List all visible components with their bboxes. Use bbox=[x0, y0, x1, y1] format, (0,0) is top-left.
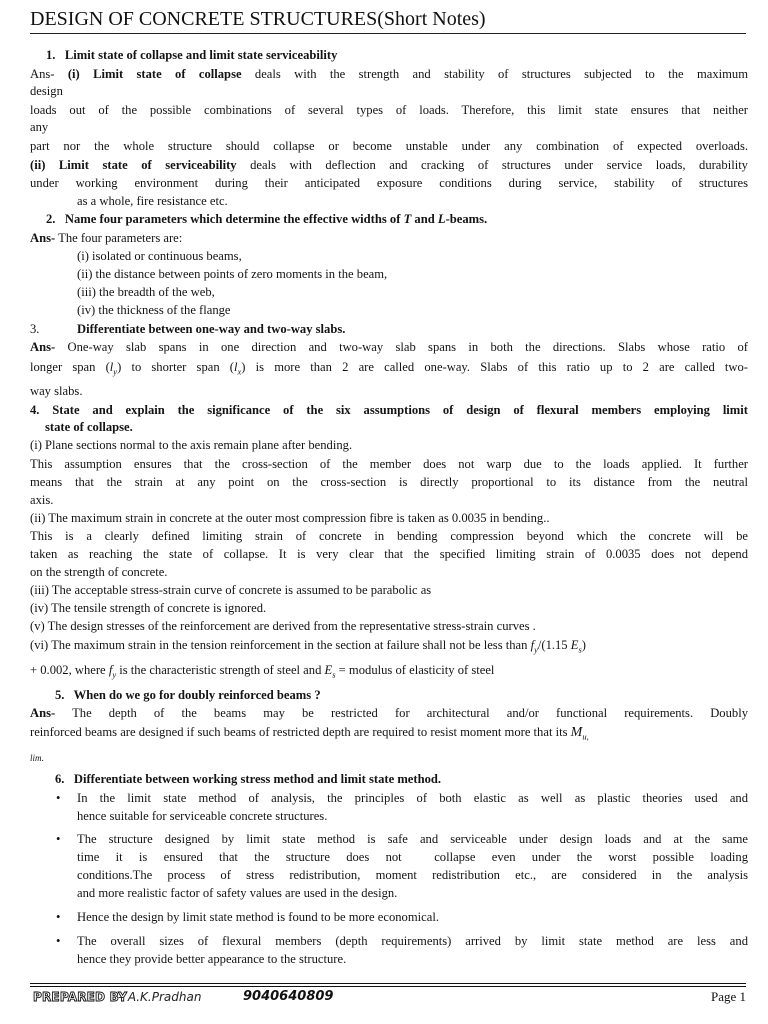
bullet-icon: • bbox=[56, 910, 61, 924]
q6-bullet-1-line-1: In the limit state method of analysis, the principles of both elastic as well as plastic theories used and bbox=[77, 791, 748, 805]
q4-line: on the strength of concrete. bbox=[30, 565, 168, 579]
term-limit-state-serviceability: (ii) Limit state of serviceability bbox=[30, 158, 237, 172]
q5-mu-lim-subscript: lim. bbox=[30, 753, 44, 763]
q4-line: This is a clearly defined limiting strain of concrete in bending compression beyond which the concrete will be bbox=[30, 529, 748, 543]
q3-heading: Differentiate between one-way and two-way slabs. bbox=[77, 322, 346, 336]
footer-rule bbox=[30, 983, 746, 987]
q4-heading-1: 4. State and explain the significance of the six assumptions of design of flexural members employing limit bbox=[30, 403, 748, 417]
q3-line-2: longer span $(l_y)$ to shorter span $(l_x)$ is more than 2 are called one-way. Slabs of this ratio up to 2 are called two- bbox=[30, 360, 748, 377]
q4-assumption-3: (iii) The acceptable stress-strain curve of concrete is assumed to be parabolic as bbox=[30, 583, 432, 597]
bullet-icon: • bbox=[56, 934, 61, 948]
q1-line-1: Ans- (i) Limit state of collapse deals with the strength and stability of structures subjected to the maximum bbox=[30, 67, 749, 81]
q6-bullet-2-line-2: time it is ensured that the structure does not collapse even under the worst possible loading bbox=[77, 850, 748, 864]
q1-line-5: part nor the whole structure should collapse or become unstable under any combination of expected overloads. bbox=[30, 139, 748, 153]
q4-heading-2: state of collapse. bbox=[45, 420, 133, 434]
footer-author: – A.K.Pradhan bbox=[118, 990, 202, 1004]
q2-item-3: (iii) the breadth of the web, bbox=[77, 285, 215, 299]
q2-heading: 2. Name four parameters which determine the effective widths of T and L-beams. bbox=[46, 212, 488, 226]
footer-prepared-by: PREPARED BY bbox=[33, 990, 128, 1004]
q2-item-4: (iv) the thickness of the flange bbox=[77, 303, 231, 317]
q6-bullet-2-line-4: and more realistic factor of safety values are used in the design. bbox=[77, 886, 398, 900]
bullet-icon: • bbox=[56, 791, 61, 805]
q4-line: taken as reaching the state of collapse. It is very clear that the specified limiting strain of 0.0035 does not depend bbox=[30, 547, 748, 561]
q4-line: This assumption ensures that the cross-section of the member does not warp due to the loads applied. It further bbox=[30, 457, 748, 471]
q4-assumption-5: (v) The design stresses of the reinforcement are derived from the representative stress-strain curves . bbox=[30, 619, 536, 633]
q5-heading: 5. When do we go for doubly reinforced beams ? bbox=[55, 688, 321, 702]
q2-item-1: (i) isolated or continuous beams, bbox=[77, 249, 242, 263]
q6-bullet-2-line-3: conditions.The process of stress redistribution, moment redistribution etc., are considered in the analysis bbox=[77, 868, 748, 882]
q4-assumption-1: (i) Plane sections normal to the axis remain plane after bending. bbox=[30, 438, 353, 452]
title-underline bbox=[30, 33, 746, 34]
q4-line: means that the strain at any point on the cross-section is directly proportional to its distance from the neutral bbox=[30, 475, 748, 489]
q4-assumption-6: (vi) The maximum strain in the tension reinforcement in the section at failure shall not be less than $f_y/(1.15$ $E_s$) bbox=[30, 638, 586, 655]
q1-line-4: any bbox=[30, 120, 49, 134]
q6-bullet-2-line-1: The structure designed by limit state method is safe and serviceable under design loads and at the same bbox=[77, 832, 748, 846]
q1-line-2: design bbox=[30, 84, 63, 98]
term-limit-state-collapse: (i) Limit state of collapse bbox=[67, 67, 242, 81]
q6-bullet-1-line-2: hence suitable for serviceable concrete structures. bbox=[77, 809, 328, 823]
q3-line-3: way slabs. bbox=[30, 384, 83, 398]
q1-heading: 1. Limit state of collapse and limit state serviceability bbox=[46, 48, 338, 62]
q1-line-7: under working environment during their anticipated exposure conditions during service, stability of structures bbox=[30, 176, 748, 190]
q5-line-2: reinforced beams are designed if such beams of restricted depth are required to resist moment more that its $M_{u,}$ bbox=[30, 725, 589, 742]
q4-line: axis. bbox=[30, 493, 54, 507]
q3-line-1: Ans- One-way slab spans in one direction and two-way slab spans in both the directions. Slabs whose ratio of bbox=[30, 340, 748, 354]
q6-bullet-4-line-2: hence they provide better appearance to the structure. bbox=[77, 952, 347, 966]
q4-assumption-4: (iv) The tensile strength of concrete is ignored. bbox=[30, 601, 267, 615]
q1-line-3: loads out of the possible combinations of several types of loads. Therefore, this limit state ensures that neither bbox=[30, 103, 748, 117]
q2-answer-intro: Ans- The four parameters are: bbox=[30, 231, 183, 245]
document-title: DESIGN OF CONCRETE STRUCTURES(Short Notes) bbox=[30, 8, 486, 30]
q2-item-2: (ii) the distance between points of zero moments in the beam, bbox=[77, 267, 388, 281]
page-number: Page 1 bbox=[710, 989, 746, 1004]
q4-line: + 0.002, where $f_y$ is the characteristic strength of steel and $E_s$ = modulus of elasticity of steel bbox=[30, 663, 495, 680]
footer-phone: 9040640809 bbox=[243, 989, 334, 1004]
q1-line-8: as a whole, fire resistance etc. bbox=[77, 194, 228, 208]
q6-bullet-3-line-1: Hence the design by limit state method is found to be more economical. bbox=[77, 910, 439, 924]
q5-line-1: Ans- The depth of the beams may be restricted for architectural and/or functional requirements. Doubly bbox=[30, 706, 748, 720]
q3-number: 3. bbox=[30, 322, 40, 336]
q4-assumption-2: (ii) The maximum strain in concrete at the outer most compression fibre is taken as 0.0035 in bending.. bbox=[30, 511, 550, 525]
q6-bullet-4-line-1: The overall sizes of flexural members (depth requirements) arrived by limit state method are less and bbox=[77, 934, 748, 948]
q1-line-6: (ii) Limit state of serviceability deals with deflection and cracking of structures under service loads, durability bbox=[30, 158, 748, 172]
q6-heading: 6. Differentiate between working stress method and limit state method. bbox=[55, 772, 442, 786]
bullet-icon: • bbox=[56, 832, 61, 846]
